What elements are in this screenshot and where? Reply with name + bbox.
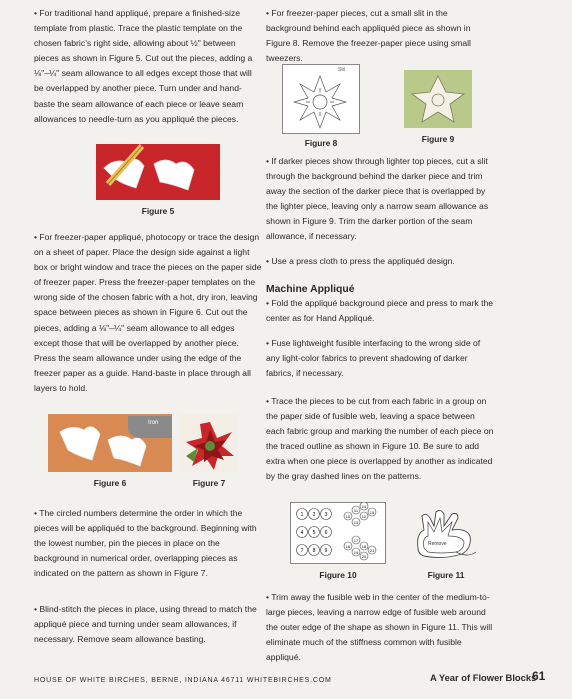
paragraph-fuse-interfacing: • Fuse lightweight fusible interfacing to the wrong side of any light-color fabrics to prevent shadowing of darker fabrics, if necessary. (266, 338, 481, 379)
footer-book-title: A Year of Flower Blocks (430, 672, 537, 683)
heading-machine-applique: Machine Appliqué (266, 284, 355, 295)
fig10-number: 21 (369, 547, 375, 553)
remove-label: Remove (428, 541, 447, 547)
fig10-number: 4 (300, 529, 304, 536)
iron-label: Iron (148, 420, 159, 426)
fig10-number: 5 (312, 529, 316, 536)
fig10-number: 12 (361, 513, 367, 519)
fig10-number: 15 (369, 509, 375, 515)
paragraph-blind-stitch: • Blind-stitch the pieces in place, using thread to match the appliqué piece and turning under seam allowances, if necessary. Remove seam allowance basting. (34, 604, 257, 645)
fig10-number: 14 (361, 503, 367, 509)
paragraph-darker-pieces: • If darker pieces show through lighter top pieces, cut a slit through the background behind the darker piece and trim away the section of the darker piece that is overlapped by the lighter piece, leaving only a narrow seam allowance as shown in Figure 9. Trim the darker portion of the seam allowance, if necessary. (266, 156, 489, 242)
fig10-number: 20 (361, 553, 367, 559)
slit-label: Slit (338, 67, 345, 73)
paragraph-trace-pieces: • Trace the pieces to be cut from each fabric in a group on the paper side of fusible web, leaving a space between each fabric group and marking the number of each piece on the traced outline as shown in Figure 10. Be sure to add extra when one piece is overlapped by another as indicated by the gray dashed lines on the patterns. (266, 396, 494, 482)
fig10-number: 17 (353, 537, 359, 543)
figure-7 (180, 414, 238, 472)
figure-10-caption: Figure 10 (319, 570, 357, 580)
paragraph-hand-applique: • For traditional hand appliqué, prepare a finished-size template from plastic. Trace the plastic template on the chosen fabric’s right side, allowing about ½" between pieces as shown in Figure 5. Cut out the pieces, adding a ⅛"–¼" seam allowance to all edges except those that will be overlapped by another piece. Turn under and hand-baste the seam allowance of each piece or leave seam allowances to needle-turn as you appliqué the pieces. (34, 8, 253, 124)
paragraph-trim-fusible: • Trim away the fusible web in the center of the medium-to-large pieces, leaving a narrow edge of fusible web around the outer edge of the shape as shown in Figure 11. This will eliminate much of the stiffness common with fusible appliqué. (266, 592, 493, 663)
figure-5-caption: Figure 5 (141, 206, 175, 216)
fig10-number: 9 (324, 547, 328, 554)
fig10-number: 11 (353, 507, 359, 513)
figure-9 (404, 70, 472, 128)
figure-8 (282, 64, 360, 134)
figure-11-caption: Figure 11 (427, 570, 465, 580)
paragraph-freezer-paper-slit: • For freezer-paper pieces, cut a small slit in the background behind each appliquéd piece as shown in Figure 8. Remove the freezer-paper piece using small tweezers. (266, 8, 471, 64)
figure-6-caption: Figure 6 (93, 478, 127, 488)
fig10-number: 8 (312, 547, 316, 554)
figure-6 (48, 414, 172, 472)
figure-10 (290, 502, 386, 564)
paragraph-circled-numbers: • The circled numbers determine the order in which the pieces will be appliquéd to the background. Beginning with the lowest number, pin the pieces in place on the background in numerical order, overlapping pieces as indicated on the pattern as shown in Figure 7. (34, 508, 257, 579)
figure-11 (412, 508, 480, 562)
paragraph-fold-background: • Fold the appliqué background piece and press to mark the center as for Hand Appliqué. (266, 298, 494, 324)
fig10-number: 10 (345, 513, 351, 519)
figure-7-caption: Figure 7 (192, 478, 226, 488)
figure-9-caption: Figure 9 (421, 134, 455, 144)
paragraph-press-cloth: • Use a press cloth to press the appliquéd design. (266, 256, 455, 266)
fig10-number: 7 (300, 547, 304, 554)
fig10-number: 1 (300, 511, 304, 518)
paragraph-freezer-paper: • For freezer-paper appliqué, photocopy or trace the design on a sheet of paper. Place the design side against a light box or bright window and trace the pieces on the paper side of freezer paper. Press the freezer-paper templates on the wrong side of the chosen fabric with a hot, dry iron, leaving space between pieces as shown in Figure 6. Cut out the pieces, adding a ⅛"–¼" seam allowance to all edges except those that will be overlapped by another piece. Press the seam allowance under using the edge of the freezer paper as a guide. Hand-baste in place through all layers to hold. (34, 232, 262, 393)
figure-8-caption: Figure 8 (304, 138, 338, 148)
figure-5 (96, 144, 220, 200)
fig10-number: 16 (345, 543, 351, 549)
fig10-number: 13 (353, 519, 359, 525)
fig10-number: 2 (312, 511, 316, 518)
fig10-number: 19 (353, 549, 359, 555)
fig10-number: 3 (324, 511, 328, 518)
page-number: 61 (532, 669, 546, 683)
fig10-number: 18 (361, 543, 367, 549)
footer-publisher: HOUSE OF WHITE BIRCHES, BERNE, INDIANA 46711 WHITEBIRCHES.COM (34, 677, 332, 684)
fig10-number: 6 (324, 529, 328, 536)
